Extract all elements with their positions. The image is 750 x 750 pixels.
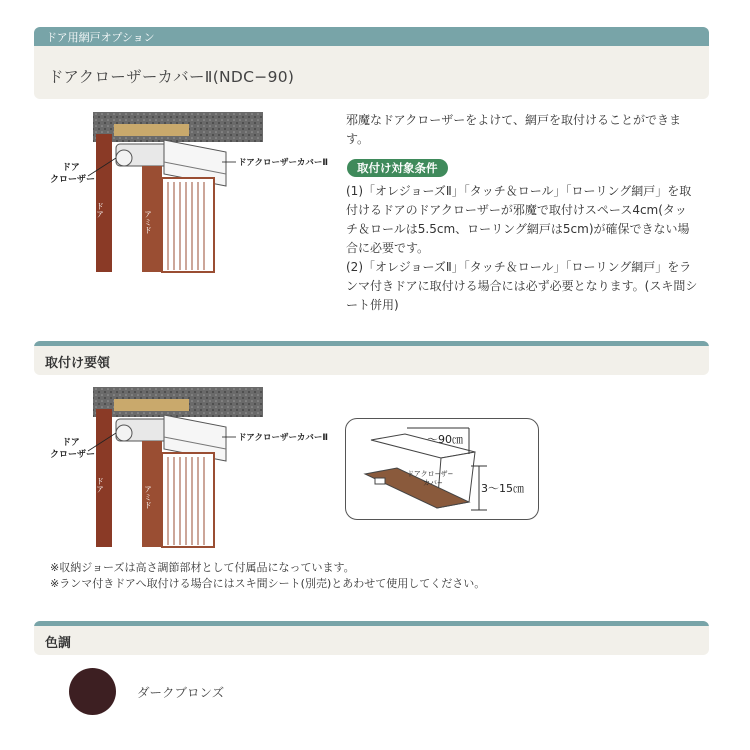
door-label: ドア xyxy=(95,202,105,218)
cover-profile-drawing xyxy=(345,418,540,520)
intro-description: 邪魔なドアクローザーをよけて、網戸を取付けることができます。 xyxy=(346,113,682,146)
category-tab xyxy=(34,27,709,46)
door-closer-body xyxy=(116,144,168,166)
door-closer-label-line1: ドア xyxy=(62,163,80,173)
screen-door-label: アミド xyxy=(143,210,153,234)
category-label: ドア用網戸オプション xyxy=(46,31,155,44)
ceiling-block xyxy=(93,112,263,142)
target-conditions-badge xyxy=(347,157,448,177)
product-title: ドアクローザーカバーⅡ(NDC−90) xyxy=(48,68,295,86)
color-swatch-label: ダークブロンズ xyxy=(137,685,225,700)
note-1: ※収納ジョーズは高さ調節部材として付属品になっています。 xyxy=(50,561,355,574)
part-label-line1: ドアクロ−ザ− xyxy=(407,470,454,478)
color-swatch xyxy=(69,668,116,715)
install-section-header xyxy=(34,341,709,375)
badge-label: 取付け対象条件 xyxy=(347,159,448,177)
product-header xyxy=(34,27,709,99)
door-label: ドア xyxy=(95,477,105,493)
install-section-title: 取付け要領 xyxy=(45,356,111,371)
door-closer-illustration-top xyxy=(44,110,334,275)
height-dimension-label: 3〜15㎝ xyxy=(481,482,524,495)
length-dimension-label: 〜90㎝ xyxy=(427,433,463,446)
condition-1: (1)「オレジョーズⅡ」「タッチ＆ロール」「ローリング網戸」を取付けるドアのドアクローザーが邪魔で取付けスペース4cm(タッチ＆ロールは5.5cm、ローリング網戸は5cm)が確保できない場合に必要です。 xyxy=(346,184,692,255)
door-closer-body xyxy=(116,419,168,441)
screen-panel xyxy=(162,178,214,272)
door-closer-illustration-bottom xyxy=(44,385,334,550)
screen-panel xyxy=(162,453,214,547)
cover-label: ドアクローザーカバーⅡ xyxy=(238,158,328,168)
door-closer-label-line2: クローザー xyxy=(50,450,96,460)
color-section-title: 色調 xyxy=(45,636,72,651)
note-2: ※ランマ付きドアへ取付ける場合にはスキ間シート(別売)とあわせて使用してください。 xyxy=(50,577,486,590)
color-section-header xyxy=(34,621,709,655)
door-closer-label-line2: クローザー xyxy=(50,175,96,185)
cover-label: ドアクローザーカバーⅡ xyxy=(238,433,328,443)
part-label-line2: カバ− xyxy=(423,479,443,487)
screen-door-label: アミド xyxy=(143,485,153,509)
condition-2: (2)「オレジョーズⅡ」「タッチ＆ロール」「ローリング網戸」をランマ付きドアに取付ける場合には必ず必要となります。(スキ間シート併用) xyxy=(346,260,698,312)
ceiling-block xyxy=(93,387,263,417)
door-closer-label-line1: ドア xyxy=(62,438,80,448)
